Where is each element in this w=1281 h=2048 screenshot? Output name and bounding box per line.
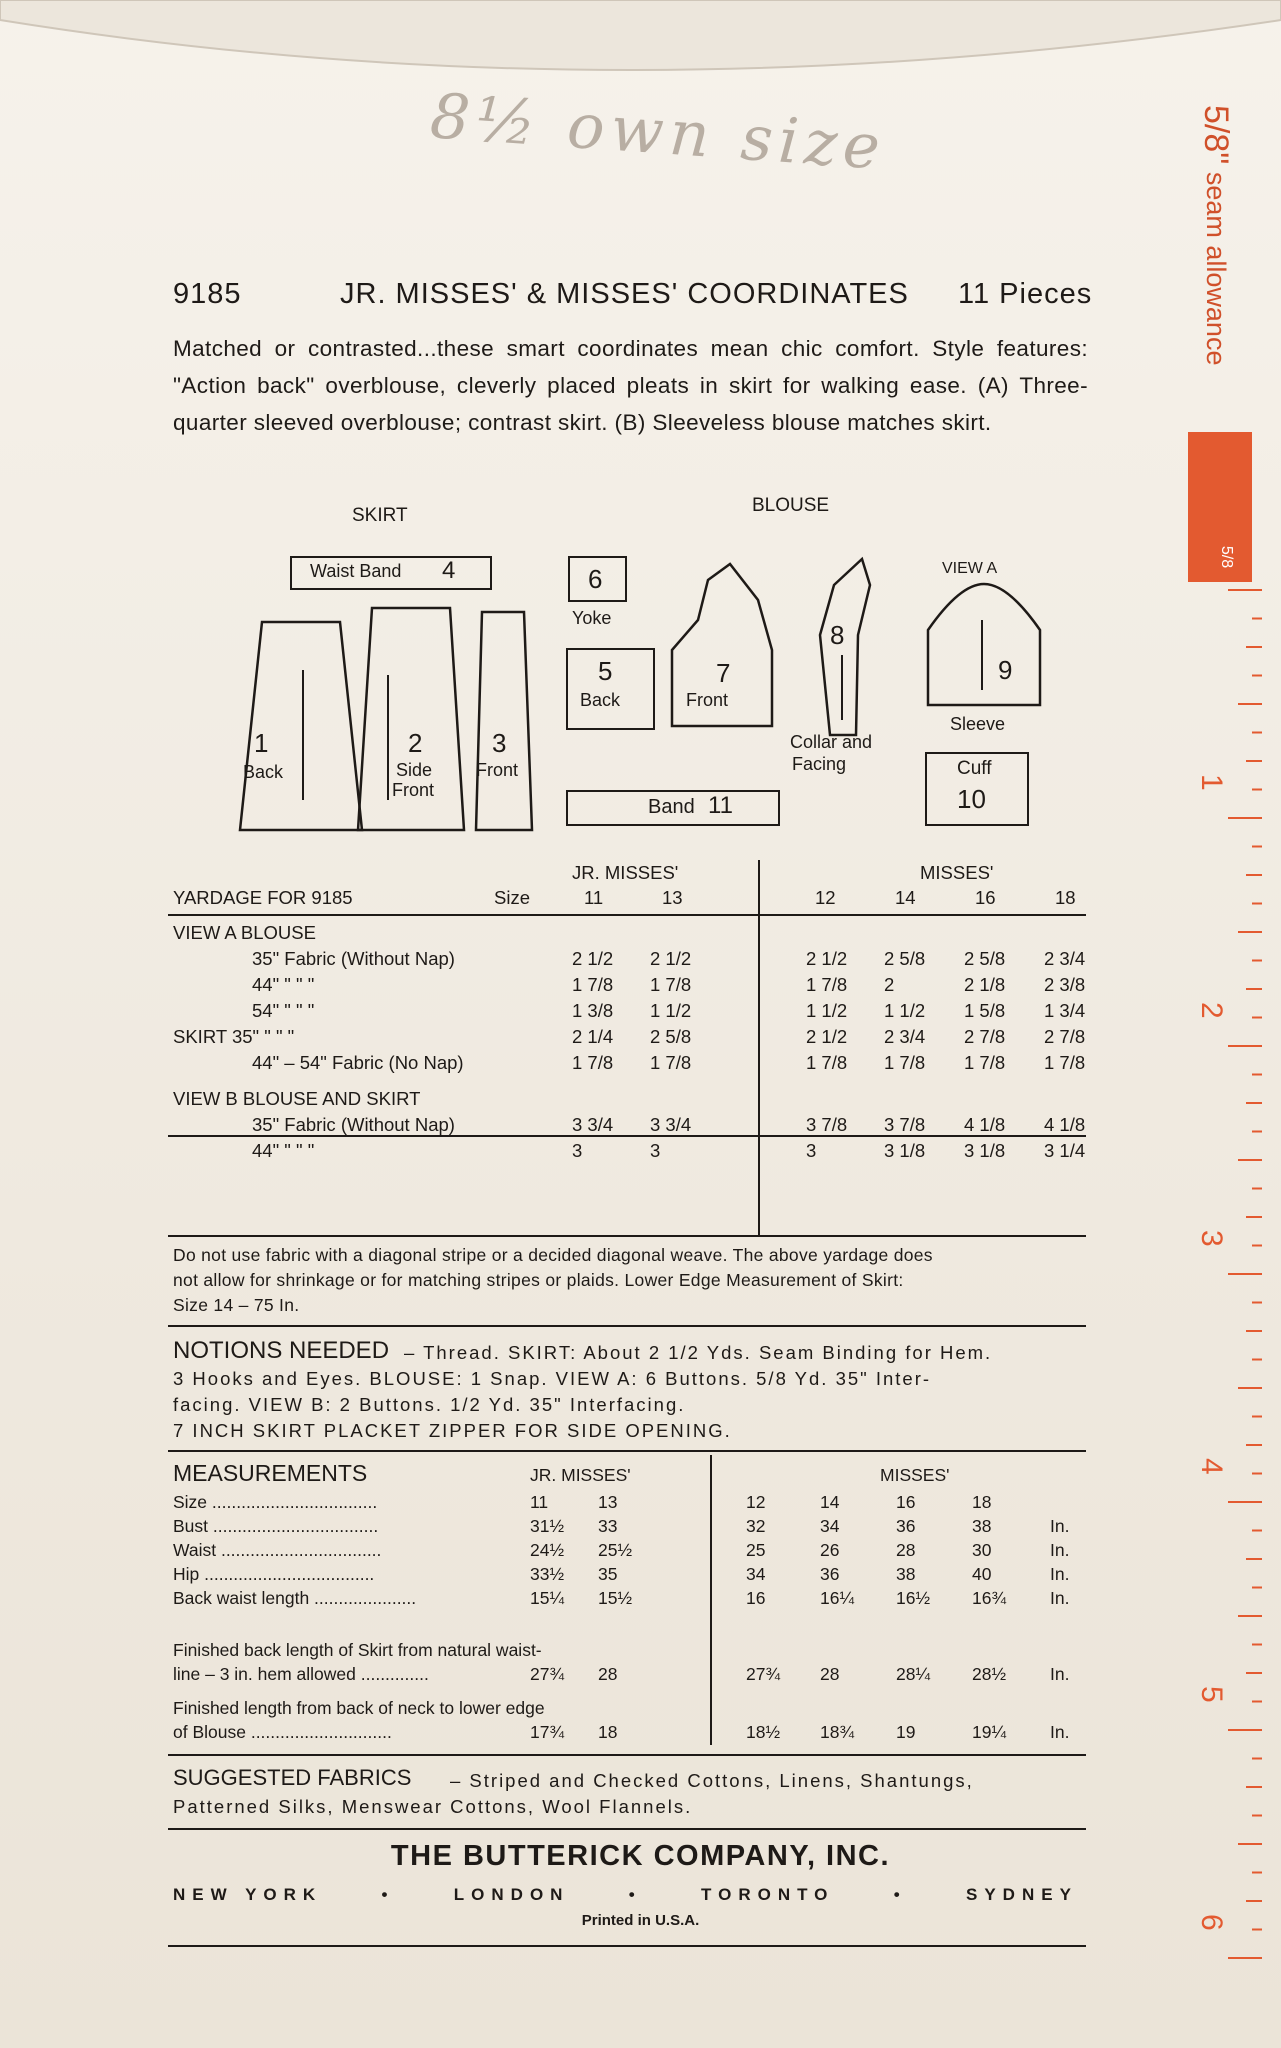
piece-3-number: 3 [492, 728, 507, 758]
fabrics-line-2: Patterned Silks, Menswear Cottons, Wool Flannels. [173, 1796, 693, 1817]
pattern-number: 9185 [173, 278, 242, 310]
notions-line-2: 3 Hooks and Eyes. BLOUSE: 1 Snap. VIEW A: 6 Buttons. 5/8 Yd. 35" Inter- [173, 1368, 932, 1389]
yardage-value: 1 7/8 [806, 974, 848, 995]
measure-value: 18¾ [820, 1722, 855, 1742]
measure-value: 33½ [530, 1564, 565, 1584]
city-sydney: SYDNEY [966, 1885, 1078, 1904]
yardage-value: 2 1/2 [572, 948, 614, 969]
fabrics-title: SUGGESTED FABRICS [173, 1765, 412, 1790]
piece-cuff: Cuff 10 [925, 752, 1029, 826]
piece-2-number: 2 [408, 728, 423, 758]
notions-title: NOTIONS NEEDED [173, 1337, 390, 1364]
yardage-value: 1 7/8 [650, 974, 692, 995]
measure-value: 34 [820, 1516, 840, 1536]
measure-value: 19¼ [972, 1722, 1007, 1742]
measure-unit: In. [1050, 1540, 1070, 1560]
piece-2-label-a: Side [396, 760, 433, 780]
piece-1-label: Back [243, 762, 284, 782]
yardage-value: 1 7/8 [650, 1052, 692, 1073]
yardage-value: 3 1/8 [964, 1140, 1006, 1161]
yardage-row-label: 44" " " " [252, 1140, 315, 1161]
measure-value: 28 [896, 1540, 916, 1560]
seam-allowance-label: 5/8" seam allowance [1197, 105, 1235, 366]
description: Matched or contrasted...these smart coordinates mean chic comfort. Style features: "Action back" overblouse, cleverly placed pleats in skirt for walking ease. (A) Three-quarter sleeved overblouse; contrast skirt. (B) Sleeveless blouse matches skirt. [173, 336, 1088, 435]
piece-7-number: 7 [716, 658, 731, 688]
measure-unit: In. [1050, 1588, 1070, 1608]
measure-value: 38 [972, 1516, 992, 1536]
piece-back: 5 Back [566, 648, 655, 730]
yardage-value: 2 1/2 [806, 948, 848, 969]
piece-band: Band 11 [566, 790, 780, 826]
yardage-rule-mid [168, 1135, 1086, 1137]
measure-unit: In. [1050, 1516, 1070, 1536]
yardage-value: 1 7/8 [572, 1052, 614, 1073]
measurements-title: MEASUREMENTS [173, 1460, 368, 1486]
measure-value: 28¼ [896, 1664, 931, 1684]
yardage-value: 3 1/8 [884, 1140, 926, 1161]
piece-8-label-b: Facing [792, 754, 847, 774]
skirt-length-label-b: line – 3 in. hem allowed .............. [173, 1664, 429, 1684]
yardage-rule-bottom [168, 1235, 1086, 1237]
piece-1-number: 1 [254, 728, 269, 758]
notions-line-4: 7 INCH SKIRT PLACKET ZIPPER FOR SIDE OPENING. [173, 1420, 732, 1441]
measure-value: 35 [598, 1564, 618, 1584]
yardage-value: 2 3/8 [1044, 974, 1086, 995]
yardage-value: 3 [650, 1140, 661, 1161]
measure-rule [168, 1754, 1086, 1756]
measure-value: 28 [820, 1664, 840, 1684]
yardage-value: 3 [806, 1140, 817, 1161]
measure-value: 13 [598, 1492, 618, 1512]
measure-value: 24½ [530, 1540, 565, 1560]
yardage-value: 4 1/8 [1044, 1114, 1086, 1135]
notions-rule [168, 1450, 1086, 1452]
yardage-row-label: VIEW A BLOUSE [173, 922, 316, 943]
measure-value: 32 [746, 1516, 766, 1536]
piece-9-label: Sleeve [950, 714, 1006, 734]
yardage-value: 4 1/8 [964, 1114, 1006, 1135]
measure-value: 16 [896, 1492, 916, 1512]
yardage-value: 2 5/8 [964, 948, 1006, 969]
yardage-note-3: Size 14 – 75 In. [173, 1295, 300, 1315]
blouse-length-label-a: Finished length from back of neck to lower edge [173, 1698, 545, 1718]
measure-value: 25 [746, 1540, 766, 1560]
ruler-number: 3 [1195, 1230, 1228, 1247]
yardage-value: 3 3/4 [650, 1114, 692, 1135]
ruler-number: 4 [1195, 1458, 1228, 1475]
yardage-value: 3 [572, 1140, 583, 1161]
yardage-value: 1 1/2 [650, 1000, 692, 1021]
piece-8-number: 8 [830, 620, 845, 650]
yardage-value: 1 7/8 [1044, 1052, 1086, 1073]
yardage-size-16: 16 [975, 887, 996, 908]
blouse-heading: BLOUSE [752, 495, 830, 516]
yardage-value: 1 5/8 [964, 1000, 1006, 1021]
yardage-value: 2 5/8 [884, 948, 926, 969]
measure-value: 14 [820, 1492, 840, 1512]
piece-8-label-a: Collar and [790, 732, 873, 752]
yardage-rule-top [168, 914, 1086, 916]
yardage-row-label: 35" Fabric (Without Nap) [252, 1114, 455, 1135]
measure-unit: In. [1050, 1664, 1070, 1684]
measure-misses-header: MISSES' [880, 1465, 950, 1485]
yardage-value: 2 3/4 [884, 1026, 926, 1047]
measure-value: 16½ [896, 1588, 931, 1608]
yardage-value: 2 1/2 [806, 1026, 848, 1047]
measure-row-label: Waist ................................. [173, 1540, 382, 1560]
yardage-value: 1 7/8 [806, 1052, 848, 1073]
yardage-value: 1 7/8 [964, 1052, 1006, 1073]
yardage-value: 1 1/2 [806, 1000, 848, 1021]
measure-value: 36 [820, 1564, 840, 1584]
skirt-heading: SKIRT [352, 505, 408, 526]
measure-value: 18 [972, 1492, 992, 1512]
measure-value: 40 [972, 1564, 992, 1584]
city-separator: • [381, 1885, 395, 1904]
yardage-value: 1 1/2 [884, 1000, 926, 1021]
view-a-label: VIEW A [942, 560, 998, 577]
yoke-label: Yoke [572, 608, 612, 628]
measure-value: 28 [598, 1664, 618, 1684]
measure-value: 38 [896, 1564, 916, 1584]
measure-column-divider [710, 1455, 712, 1745]
fabrics-rule [168, 1828, 1086, 1830]
yardage-row-label: 44" – 54" Fabric (No Nap) [252, 1052, 464, 1073]
yardage-value: 3 7/8 [884, 1114, 926, 1135]
yardage-row-label: VIEW B BLOUSE AND SKIRT [173, 1088, 421, 1109]
yardage-note-1: Do not use fabric with a diagonal stripe or a decided diagonal weave. The above yardage does [173, 1245, 933, 1265]
ruler-number: 6 [1195, 1914, 1228, 1931]
yardage-value: 1 7/8 [572, 974, 614, 995]
yardage-row-label: 35" Fabric (Without Nap) [252, 948, 455, 969]
blouse-length-label-b: of Blouse ............................. [173, 1722, 392, 1742]
yardage-value: 2 7/8 [964, 1026, 1006, 1047]
ruler-number: 1 [1195, 774, 1228, 791]
yardage-column-divider [758, 860, 760, 1235]
yardage-value: 2 3/4 [1044, 948, 1086, 969]
seam-box-fraction: 5/8 [1218, 545, 1236, 569]
ruler-number: 2 [1195, 1002, 1228, 1019]
notions-line-1: – Thread. SKIRT: About 2 1/2 Yds. Seam Binding for Hem. [404, 1342, 993, 1363]
yardage-size-12: 12 [815, 887, 836, 908]
yardage-value: 1 7/8 [884, 1052, 926, 1073]
skirt-length-label-a: Finished back length of Skirt from natural waist- [173, 1640, 542, 1660]
measure-value: 30 [972, 1540, 992, 1560]
piece-waist-band: Waist Band 4 [290, 556, 492, 590]
measure-value: 15¼ [530, 1588, 565, 1608]
measure-value: 15½ [598, 1588, 633, 1608]
measure-value: 12 [746, 1492, 766, 1512]
pattern-title: JR. MISSES' & MISSES' COORDINATES [340, 278, 909, 310]
notes-rule [168, 1325, 1086, 1327]
piece-yoke: 6 [568, 556, 627, 602]
yardage-size-18: 18 [1055, 887, 1076, 908]
measure-value: 26 [820, 1540, 840, 1560]
inch-ruler [1188, 440, 1262, 2020]
measure-row-label: Back waist length ..................... [173, 1588, 417, 1608]
measure-value: 16 [746, 1588, 766, 1608]
piece-3-label: Front [476, 760, 519, 780]
measure-row-label: Bust .................................. [173, 1516, 379, 1536]
measure-unit: In. [1050, 1722, 1070, 1742]
yardage-value: 2 1/8 [964, 974, 1006, 995]
yardage-value: 3 3/4 [572, 1114, 614, 1135]
yardage-title: YARDAGE FOR 9185 [173, 887, 353, 908]
yardage-size-14: 14 [895, 887, 916, 908]
measure-value: 17¾ [530, 1722, 565, 1742]
yardage-value: 1 3/8 [572, 1000, 614, 1021]
measure-value: 11 [530, 1492, 549, 1512]
measure-jr-header: JR. MISSES' [530, 1465, 631, 1485]
city-separator: • [628, 1885, 642, 1904]
measure-value: 28½ [972, 1664, 1007, 1684]
yardage-size-label: Size [494, 887, 530, 908]
city-london: LONDON [453, 1885, 570, 1904]
yardage-row-label: 44" " " " [252, 974, 315, 995]
measure-value: 16¾ [972, 1588, 1007, 1608]
yardage-value: 2 [884, 974, 895, 995]
fabrics-line-1: – Striped and Checked Cottons, Linens, Shantungs, [450, 1770, 974, 1791]
yardage-row-label: SKIRT 35" " " " [173, 1026, 295, 1047]
yardage-misses-header: MISSES' [920, 862, 994, 883]
yardage-size-13: 13 [662, 887, 683, 908]
footer-rule [168, 1945, 1086, 1947]
measure-value: 33 [598, 1516, 618, 1536]
measure-value: 19 [896, 1722, 916, 1742]
ruler-number: 5 [1195, 1686, 1228, 1703]
yardage-row-label: 54" " " " [252, 1000, 315, 1021]
piece-7-label: Front [686, 690, 729, 710]
handwritten-note: 8½ own size [428, 79, 889, 184]
yardage-value: 3 1/4 [1044, 1140, 1086, 1161]
measure-value: 18½ [746, 1722, 781, 1742]
yardage-value: 1 3/4 [1044, 1000, 1086, 1021]
yardage-value: 2 5/8 [650, 1026, 692, 1047]
measure-value: 16¼ [820, 1588, 855, 1608]
measure-value: 27¾ [746, 1664, 781, 1684]
notions-line-3: facing. VIEW B: 2 Buttons. 1/2 Yd. 35" Interfacing. [173, 1394, 686, 1415]
city-separator: • [893, 1885, 907, 1904]
measure-unit: In. [1050, 1564, 1070, 1584]
measure-row-label: Size .................................. [173, 1492, 378, 1512]
measure-value: 25½ [598, 1540, 633, 1560]
sleeve-piece-drawing [920, 580, 1050, 710]
city-toronto: TORONTO [701, 1885, 835, 1904]
company-cities [173, 1885, 1078, 1905]
measure-value: 18 [598, 1722, 618, 1742]
yardage-jr-header: JR. MISSES' [572, 862, 679, 883]
yardage-value: 2 1/2 [650, 948, 692, 969]
yardage-value: 2 7/8 [1044, 1026, 1086, 1047]
piece-count: 11 Pieces [958, 278, 1093, 310]
yardage-value: 3 7/8 [806, 1114, 848, 1135]
measure-value: 34 [746, 1564, 766, 1584]
yardage-note-2: not allow for shrinkage or for matching stripes or plaids. Lower Edge Measurement of Skirt: [173, 1270, 904, 1290]
piece-2-label-b: Front [392, 780, 435, 800]
company-name: THE BUTTERICK COMPANY, INC. [390, 1840, 891, 1872]
yardage-value: 2 1/4 [572, 1026, 614, 1047]
printed-in: Printed in U.S.A. [581, 1912, 700, 1929]
yardage-size-11: 11 [584, 887, 604, 908]
city-new-york: NEW YORK [173, 1885, 323, 1904]
skirt-pieces-drawing [220, 600, 540, 840]
measure-value: 27¾ [530, 1664, 565, 1684]
piece-9-number: 9 [998, 655, 1013, 685]
measure-value: 36 [896, 1516, 916, 1536]
measure-row-label: Hip ................................... [173, 1564, 375, 1584]
measure-value: 31½ [530, 1516, 565, 1536]
